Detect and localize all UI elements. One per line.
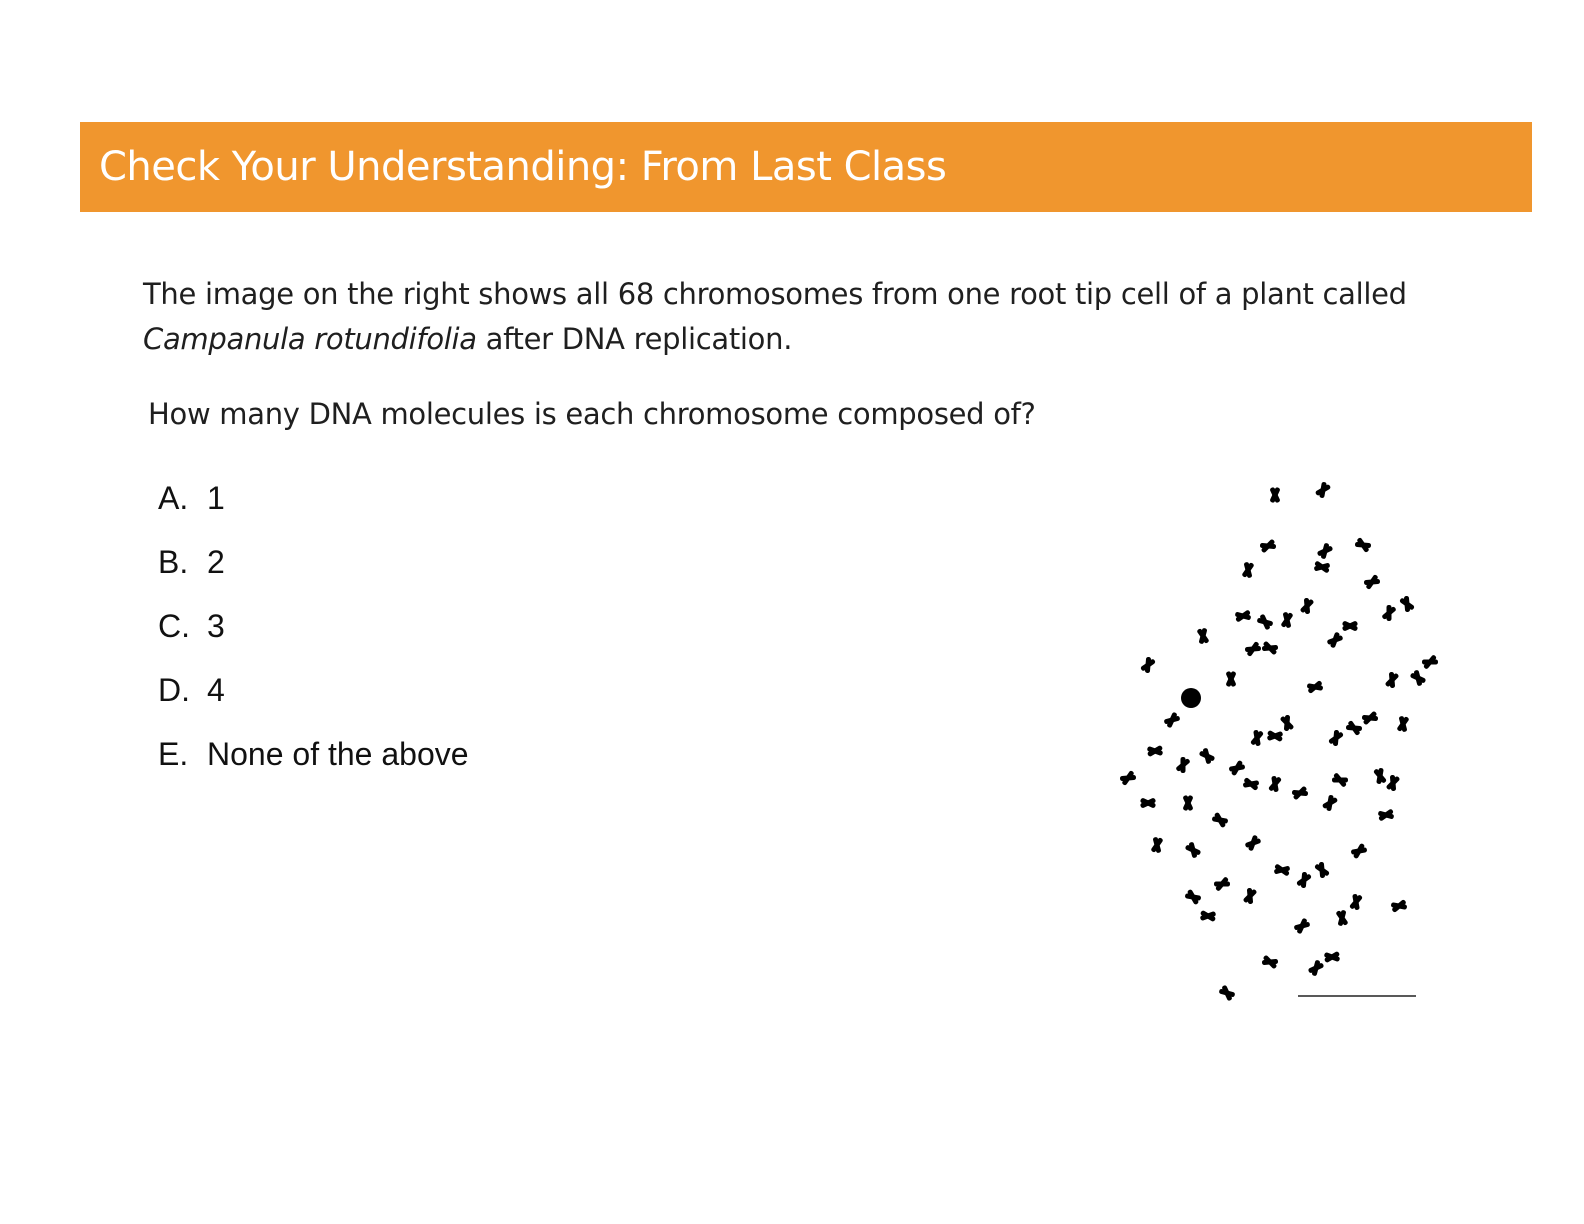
option-a[interactable] [158,476,469,540]
chromosome [1212,875,1232,892]
chromosome [1390,898,1409,913]
slide-title-bar [80,122,1532,212]
chromosome [1146,745,1164,758]
chromosome [1217,983,1237,1002]
chromosome [1266,730,1284,743]
chromosome [1279,713,1295,732]
chromosome-spread-image [1100,470,1450,1015]
option-b[interactable] [158,540,469,604]
chromosome [1267,775,1282,794]
chromosome [1321,793,1340,813]
chromosome [1118,769,1138,787]
chromosome [1243,833,1263,853]
chromosome [1315,541,1334,561]
chromosome [1249,729,1264,748]
chromosome [1234,609,1252,623]
option-text: None of the above [207,736,469,772]
chromosome [1323,951,1341,964]
intro-text-before: The image on the right shows all 68 chromosomes from one root tip cell of a plant called [143,277,1407,311]
chromosome [1260,640,1279,656]
round-chromosome [1181,688,1201,708]
chromosome [1225,671,1236,688]
chromosome [1174,755,1191,775]
chromosome [1269,487,1280,504]
chromosome [1325,630,1345,650]
chromosome [1199,910,1217,923]
option-letter: B. [158,544,189,580]
chromosome [1408,668,1427,688]
chromosome [1242,886,1258,905]
chromosome [1183,840,1202,860]
chromosome [1384,670,1400,689]
intro-text-after: after DNA replication. [476,322,793,356]
chromosome [1380,603,1397,623]
chromosome [1372,767,1387,786]
chromosome [1140,797,1157,808]
chromosome [1306,679,1325,694]
chromosome [1273,863,1291,877]
slide-title: Check Your Understanding: From Last Class [99,144,947,190]
chromosome [1385,773,1401,792]
question-text: How many DNA molecules is each chromosome composed of? [148,397,1036,431]
option-d[interactable] [158,668,469,732]
option-text: 4 [207,672,225,708]
chromosome [1299,596,1315,615]
intro-paragraph [143,272,1463,362]
chromosome [1335,909,1349,927]
option-text: 3 [207,608,225,644]
chromosome [1342,620,1359,631]
chromosome [1255,612,1275,631]
option-text: 2 [207,544,225,580]
chromosome [1377,808,1395,822]
chromosome [1196,627,1210,645]
chromosome [1241,561,1255,579]
option-letter: D. [158,672,190,708]
chromosome [1398,594,1416,614]
chromosome [1280,611,1294,629]
chromosome [1313,560,1331,574]
chromosome [1306,958,1325,978]
option-letter: E. [158,736,189,772]
chromosome [1292,916,1312,935]
chromosome [1242,776,1261,791]
chromosome [1295,870,1313,890]
chromosome [1162,710,1182,729]
chromosome [1183,888,1203,907]
chromosome [1139,655,1157,675]
chromosome [1420,653,1440,670]
chromosome [1313,860,1331,880]
option-text: 1 [207,480,225,516]
chromosome [1314,480,1333,500]
option-letter: A. [158,480,189,516]
chromosome-spread-svg [1100,470,1450,1015]
chromosome [1290,785,1309,801]
chromosome [1327,728,1345,748]
chromosome [1243,640,1263,658]
chromosome [1360,710,1379,726]
chromosome [1258,538,1277,554]
species-name: Campanula rotundifolia [143,322,477,356]
option-letter: C. [158,608,190,644]
answer-options [158,476,469,796]
chromosome [1260,954,1279,970]
chromosome [1330,771,1350,788]
chromosome [1182,795,1193,812]
chromosome [1210,811,1230,830]
chromosome [1348,893,1363,912]
chromosome [1362,573,1382,591]
chromosome-group [1118,480,1440,1003]
chromosome [1353,536,1373,554]
chromosome [1349,842,1369,861]
chromosome [1227,759,1247,778]
chromosome [1344,719,1364,737]
chromosome [1396,715,1410,733]
chromosome [1150,836,1164,854]
option-e[interactable] [158,732,469,796]
option-c[interactable] [158,604,469,668]
chromosome [1197,746,1216,766]
